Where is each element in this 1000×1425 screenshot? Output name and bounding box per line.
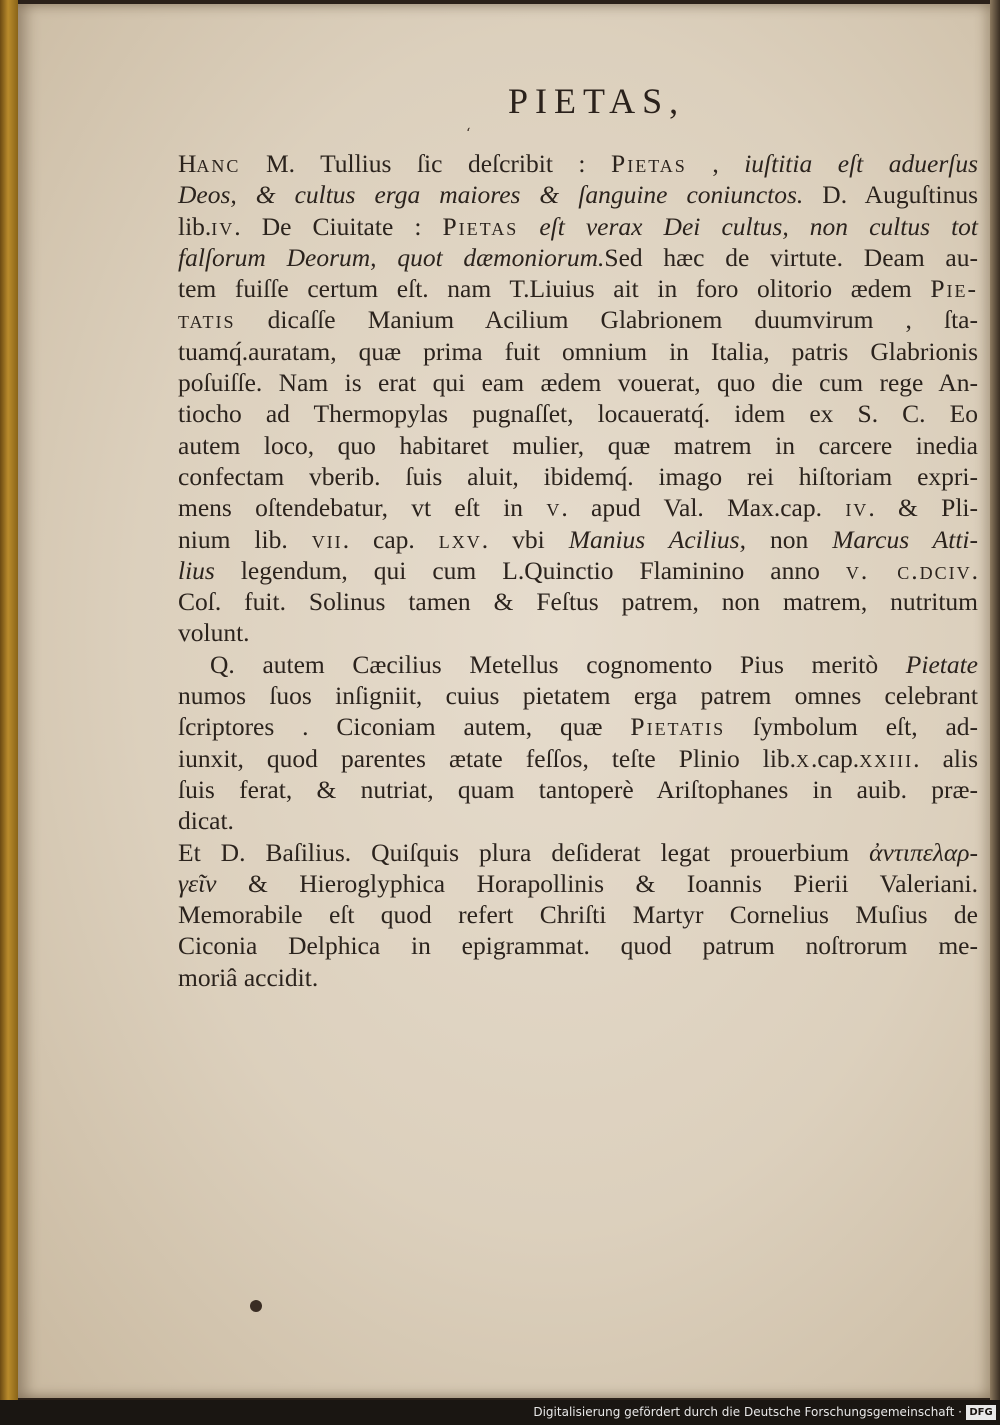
text-run: .cap. — [811, 743, 860, 773]
text-run: ſcriptores . Ciconiam autem, quæ — [178, 712, 631, 742]
paragraph-1 — [178, 148, 978, 649]
text-run: nium lib. — [178, 524, 312, 554]
text-run: iv — [211, 211, 235, 241]
text-run: autem loco, quo habitaret mulier, quæ matrem in carcere inedia — [178, 430, 978, 460]
text-run: D. Auguſtinus — [803, 180, 978, 210]
printer-mark: ʻ — [466, 126, 471, 142]
text-run: confectam vberib. ſuis aluit, ibidemq́. imago rei hiſtoriam expri- — [178, 461, 978, 491]
text-run: anc — [196, 149, 241, 178]
text-line — [178, 868, 978, 899]
text-run: iv — [845, 493, 869, 523]
paragraph-3 — [178, 837, 978, 993]
body-text — [178, 148, 978, 993]
text-run — [518, 212, 539, 241]
text-line — [178, 586, 978, 617]
text-run: volunt. — [178, 618, 250, 648]
text-line — [178, 649, 978, 680]
text-line — [178, 179, 978, 210]
text-run: poſuiſſe. Nam is erat qui eam ædem vouerat, quo die cum rege An- — [178, 368, 978, 398]
text-run: γεῖν — [178, 868, 217, 898]
text-run: lius — [178, 555, 215, 585]
text-line — [178, 524, 978, 555]
text-line — [178, 617, 978, 648]
text-run: lib. — [178, 211, 212, 241]
text-run: . apud Val. Max.cap. — [561, 493, 846, 523]
text-run: Sed hæc de virtute. Deam au- — [604, 242, 978, 272]
text-run: Memorabile eſt quod refert Chriſti Martyr Cornelius Muſius de — [178, 900, 978, 930]
text-run: Pie- — [930, 274, 978, 304]
text-run: mens oſtendebatur, vt eſt in — [178, 493, 547, 523]
text-run: . cap. — [342, 524, 439, 554]
text-run: & Hieroglyphica Horapollinis & Ioannis Pierii Valeriani. — [216, 868, 978, 898]
text-run: v — [546, 493, 562, 523]
text-line — [178, 774, 978, 805]
text-run: dicaſſe Manium Acilium Glabrionem duumvirum , ſta- — [235, 305, 978, 335]
text-line — [178, 555, 978, 586]
text-run: Pietatis — [630, 712, 726, 742]
text-line — [178, 430, 978, 461]
page-edge — [990, 0, 1000, 1400]
text-run: Manius Acilius, — [568, 524, 746, 554]
footer-bar — [0, 1400, 1000, 1425]
running-head: PIETAS, — [508, 81, 686, 121]
text-run: . alis — [913, 743, 978, 773]
text-run: Pietas — [442, 211, 519, 241]
text-run: tiocho ad Thermopylas pugnaſſet, locaueratq́. idem ex S. C. Eo — [178, 399, 978, 429]
text-run: Marcus Atti- — [832, 524, 978, 554]
text-run: dicat. — [178, 806, 234, 836]
text-run: tem fuiſſe certum eſt. nam T.Liuius ait in foro olitorio ædem — [178, 274, 931, 304]
text-run: iuſtitia eſt aduerſus — [744, 149, 979, 178]
funding-notice: Digitalisierung gefördert durch die Deutsche Forschungsgemeinschaft · — [533, 1405, 962, 1419]
text-line — [178, 492, 978, 523]
text-line — [178, 962, 978, 993]
text-run: tuamq́.auratam, quæ prima fuit omnium in Italia, patris Glabrionis — [178, 336, 978, 366]
text-line — [178, 711, 978, 742]
text-line — [178, 304, 978, 335]
book-spine — [0, 0, 18, 1400]
text-run: numos ſuos inſigniit, cuius pietatem erga patrem omnes celebrant — [178, 681, 978, 711]
ornament-dot — [250, 1300, 262, 1312]
text-line — [178, 211, 978, 242]
text-line — [178, 273, 978, 304]
text-line — [178, 461, 978, 492]
text-line — [178, 398, 978, 429]
text-run: moriâ accidit. — [178, 962, 319, 992]
text-run: M. Tullius ſic deſcribit : — [240, 149, 612, 178]
text-line — [178, 148, 978, 179]
text-run: , — [686, 149, 745, 178]
text-run: Ciconia Delphica in epigrammat. quod patrum noſtrorum me- — [178, 931, 978, 961]
text-line — [178, 336, 978, 367]
text-line — [178, 837, 978, 868]
text-run: iunxit, quod parentes ætate feſſos, teſte Plinio lib. — [178, 743, 797, 773]
text-run: ſymbolum eſt, ad- — [725, 712, 979, 742]
text-line — [178, 899, 978, 930]
text-line — [178, 367, 978, 398]
text-run: Pietas — [611, 149, 687, 178]
text-run: tatis — [178, 305, 236, 335]
text-run: . & Pli- — [868, 493, 978, 523]
text-run: Coſ. fuit. Solinus tamen & Feſtus patrem, non matrem, nutritum — [178, 587, 978, 617]
text-line — [178, 242, 978, 273]
text-run: . — [971, 555, 978, 585]
text-run: ſuis ferat, & nutriat, quam tantoperè Ariſtophanes in auib. præ- — [178, 774, 978, 804]
text-line — [178, 930, 978, 961]
text-run: Deos, & cultus erga maiores & ſanguine coniunctos. — [178, 180, 804, 210]
text-line — [178, 805, 978, 836]
text-run: legendum, qui cum L.Quinctio Flaminino anno — [214, 555, 846, 585]
text-run: Et D. Baſilius. Quiſquis plura deſiderat legat prouerbium — [178, 837, 870, 867]
text-run: . De Ciuitate : — [234, 211, 443, 241]
text-run: v. c.dciv — [845, 555, 972, 585]
text-run: lxv — [438, 524, 482, 554]
text-run: ἀντιπελαρ- — [869, 837, 978, 867]
text-run: xxiii — [859, 743, 914, 773]
paragraph-2 — [178, 649, 978, 837]
text-run: x — [796, 743, 812, 773]
text-run: falſorum Deorum, quot dæmoniorum. — [178, 242, 605, 272]
text-line — [178, 680, 978, 711]
text-run: . vbi — [481, 524, 569, 554]
text-run: H — [178, 149, 197, 178]
text-run: eſt verax Dei cultus, non cultus tot — [539, 211, 978, 241]
text-line — [178, 743, 978, 774]
text-run: Q. autem Cæcilius Metellus cognomento Pius meritò — [210, 649, 906, 679]
dfg-logo: DFG — [966, 1405, 996, 1420]
text-run: Pietate — [905, 649, 978, 679]
text-run: non — [745, 524, 833, 554]
text-run: vii — [311, 524, 343, 554]
